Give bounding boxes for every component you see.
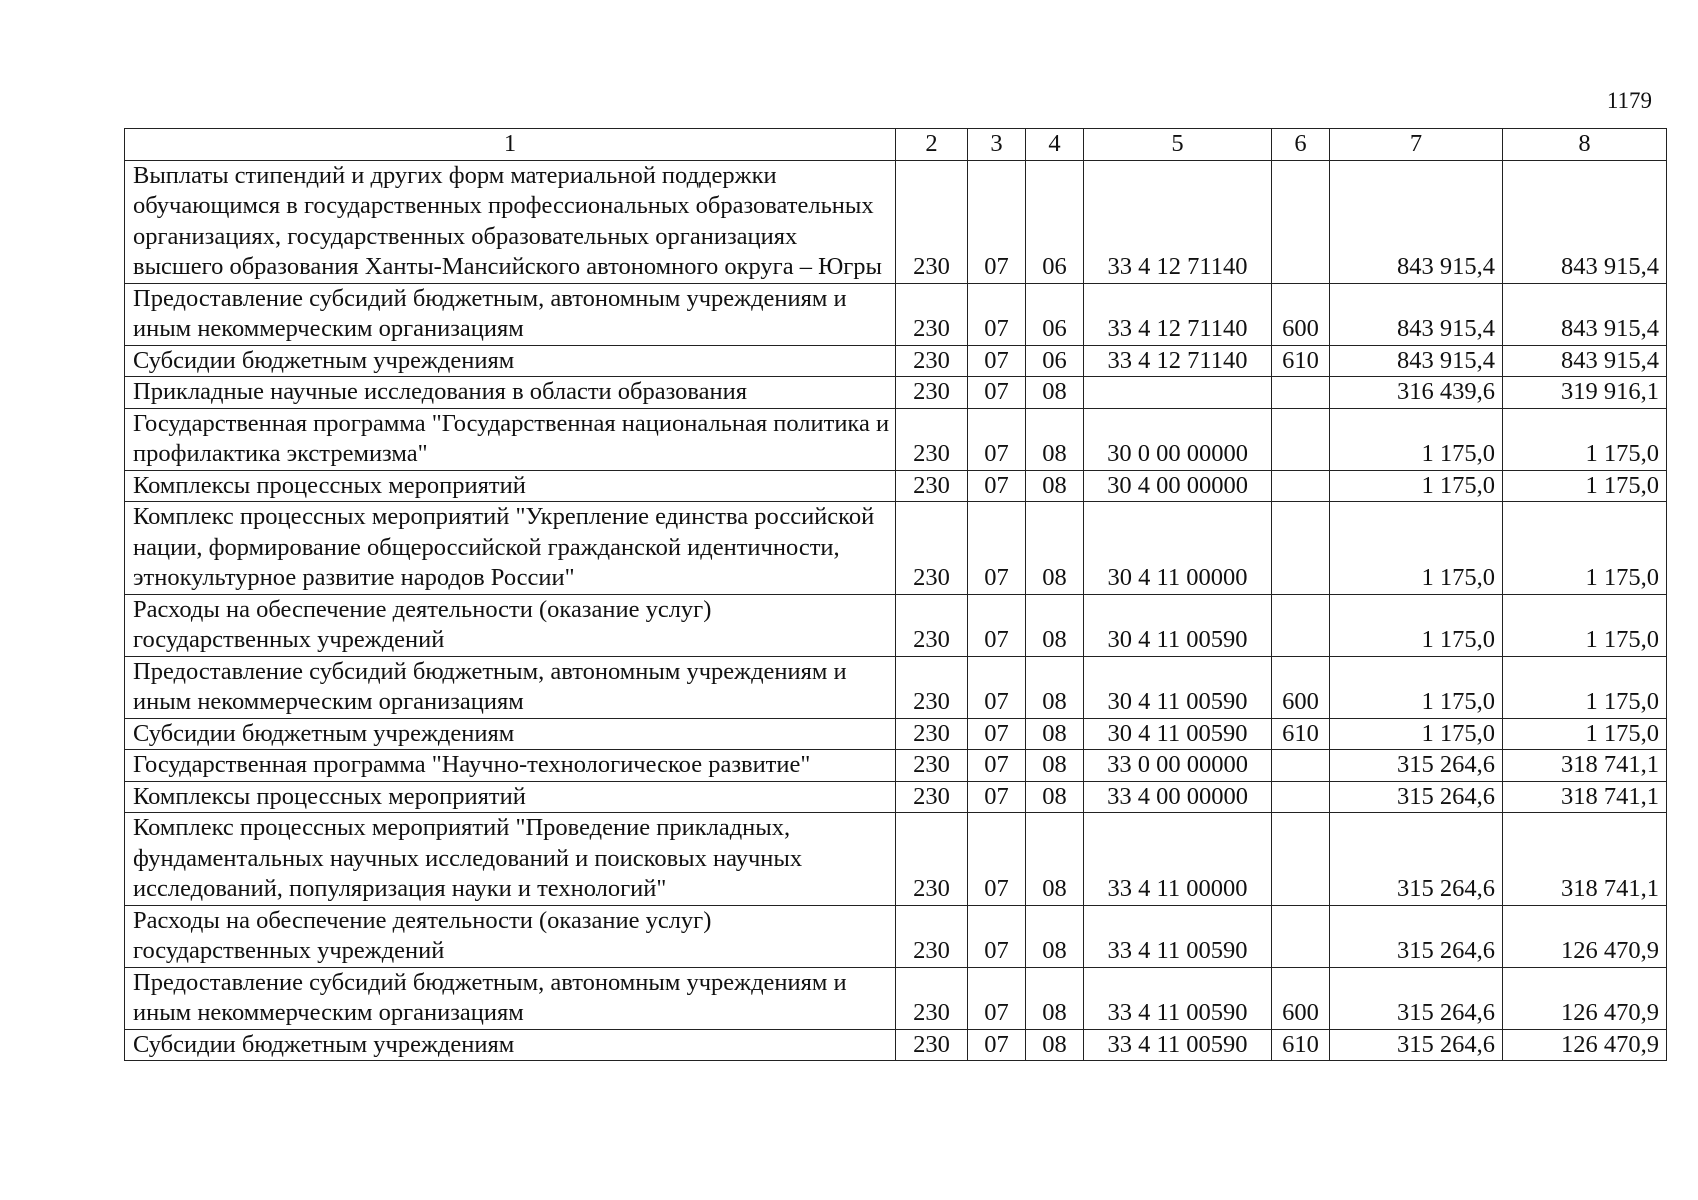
row-amount-1-cell: 316 439,6 (1330, 377, 1503, 409)
row-expense-type-cell: 610 (1272, 718, 1330, 750)
row-expense-type-cell: 600 (1272, 283, 1330, 345)
row-amount-2-cell: 318 741,1 (1503, 813, 1667, 906)
row-amount-2-cell: 126 470,9 (1503, 905, 1667, 967)
row-ministry-code-cell: 230 (896, 408, 968, 470)
row-subsection-code-cell: 08 (1026, 750, 1084, 782)
row-ministry-code-cell: 230 (896, 283, 968, 345)
row-section-code-cell: 07 (968, 656, 1026, 718)
row-name-cell: Комплекс процессных мероприятий "Проведение прикладных, фундаментальных научных исследований и поисковых научных исследований, популяризация науки и технологий" (125, 813, 896, 906)
row-name-cell: Субсидии бюджетным учреждениям (125, 1029, 896, 1061)
row-name-cell: Комплекс процессных мероприятий "Укрепление единства российской нации, формирование общероссийской гражданской идентичности, этнокультурное развитие народов России" (125, 502, 896, 595)
row-ministry-code-cell: 230 (896, 967, 968, 1029)
row-section-code-cell: 07 (968, 502, 1026, 595)
row-target-article-cell: 33 4 12 71140 (1084, 160, 1272, 283)
row-section-code-cell: 07 (968, 160, 1026, 283)
row-amount-2-cell: 1 175,0 (1503, 718, 1667, 750)
row-section-code-cell: 07 (968, 470, 1026, 502)
row-expense-type-cell (1272, 905, 1330, 967)
header-cell: 3 (968, 129, 1026, 161)
header-cell: 6 (1272, 129, 1330, 161)
row-amount-1-cell: 315 264,6 (1330, 750, 1503, 782)
row-subsection-code-cell: 08 (1026, 377, 1084, 409)
row-amount-2-cell: 1 175,0 (1503, 470, 1667, 502)
row-section-code-cell: 07 (968, 345, 1026, 377)
row-subsection-code-cell: 08 (1026, 594, 1084, 656)
row-name-cell: Государственная программа "Научно-технологическое развитие" (125, 750, 896, 782)
row-subsection-code-cell: 08 (1026, 470, 1084, 502)
row-target-article-cell: 33 4 12 71140 (1084, 283, 1272, 345)
row-target-article-cell: 33 4 12 71140 (1084, 345, 1272, 377)
row-subsection-code-cell: 08 (1026, 718, 1084, 750)
row-section-code-cell: 07 (968, 718, 1026, 750)
row-name-cell: Предоставление субсидий бюджетным, автономным учреждениям и иным некоммерческим организациям (125, 283, 896, 345)
row-amount-2-cell: 1 175,0 (1503, 408, 1667, 470)
row-target-article-cell: 33 4 11 00590 (1084, 905, 1272, 967)
row-amount-2-cell: 1 175,0 (1503, 502, 1667, 595)
row-target-article-cell: 30 0 00 00000 (1084, 408, 1272, 470)
header-cell: 1 (125, 129, 896, 161)
row-amount-2-cell: 126 470,9 (1503, 967, 1667, 1029)
row-expense-type-cell (1272, 377, 1330, 409)
table-row (125, 967, 1667, 1029)
header-cell: 7 (1330, 129, 1503, 161)
row-section-code-cell: 07 (968, 283, 1026, 345)
row-ministry-code-cell: 230 (896, 502, 968, 595)
table-row (125, 470, 1667, 502)
table-row (125, 905, 1667, 967)
row-target-article-cell: 30 4 11 00000 (1084, 502, 1272, 595)
row-ministry-code-cell: 230 (896, 1029, 968, 1061)
header-cell: 8 (1503, 129, 1667, 161)
row-name-cell: Выплаты стипендий и других форм материальной поддержки обучающимся в государственных профессиональных образовательных организациях, государственных образовательных организациях высшего образования Ханты-Мансийского автономного округа – Югры (125, 160, 896, 283)
table-row (125, 1029, 1667, 1061)
row-target-article-cell: 30 4 11 00590 (1084, 594, 1272, 656)
row-ministry-code-cell: 230 (896, 656, 968, 718)
row-expense-type-cell: 600 (1272, 656, 1330, 718)
row-name-cell: Субсидии бюджетным учреждениям (125, 345, 896, 377)
row-name-cell: Комплексы процессных мероприятий (125, 781, 896, 813)
table-row (125, 813, 1667, 906)
row-section-code-cell: 07 (968, 408, 1026, 470)
table-row (125, 408, 1667, 470)
row-ministry-code-cell: 230 (896, 750, 968, 782)
row-amount-1-cell: 315 264,6 (1330, 813, 1503, 906)
row-amount-1-cell: 1 175,0 (1330, 594, 1503, 656)
row-expense-type-cell (1272, 750, 1330, 782)
row-amount-1-cell: 1 175,0 (1330, 408, 1503, 470)
row-name-cell: Предоставление субсидий бюджетным, автономным учреждениям и иным некоммерческим организациям (125, 967, 896, 1029)
row-expense-type-cell: 610 (1272, 345, 1330, 377)
row-amount-2-cell: 1 175,0 (1503, 594, 1667, 656)
row-name-cell: Расходы на обеспечение деятельности (оказание услуг) государственных учреждений (125, 594, 896, 656)
row-amount-1-cell: 315 264,6 (1330, 781, 1503, 813)
row-expense-type-cell: 600 (1272, 967, 1330, 1029)
row-subsection-code-cell: 08 (1026, 408, 1084, 470)
row-subsection-code-cell: 06 (1026, 283, 1084, 345)
row-target-article-cell: 33 4 11 00000 (1084, 813, 1272, 906)
row-subsection-code-cell: 08 (1026, 967, 1084, 1029)
table-row (125, 377, 1667, 409)
row-amount-2-cell: 319 916,1 (1503, 377, 1667, 409)
row-amount-2-cell: 843 915,4 (1503, 160, 1667, 283)
row-target-article-cell: 33 4 11 00590 (1084, 1029, 1272, 1061)
row-subsection-code-cell: 08 (1026, 502, 1084, 595)
row-ministry-code-cell: 230 (896, 377, 968, 409)
row-target-article-cell: 30 4 00 00000 (1084, 470, 1272, 502)
row-amount-2-cell: 126 470,9 (1503, 1029, 1667, 1061)
table-row (125, 750, 1667, 782)
row-amount-2-cell: 843 915,4 (1503, 283, 1667, 345)
row-subsection-code-cell: 06 (1026, 345, 1084, 377)
row-expense-type-cell (1272, 470, 1330, 502)
row-subsection-code-cell: 08 (1026, 813, 1084, 906)
row-amount-1-cell: 1 175,0 (1330, 656, 1503, 718)
table-row (125, 594, 1667, 656)
row-name-cell: Комплексы процессных мероприятий (125, 470, 896, 502)
row-ministry-code-cell: 230 (896, 718, 968, 750)
row-target-article-cell: 33 4 00 00000 (1084, 781, 1272, 813)
row-target-article-cell: 33 4 11 00590 (1084, 967, 1272, 1029)
row-ministry-code-cell: 230 (896, 813, 968, 906)
row-expense-type-cell (1272, 160, 1330, 283)
row-ministry-code-cell: 230 (896, 781, 968, 813)
row-amount-2-cell: 318 741,1 (1503, 781, 1667, 813)
row-amount-2-cell: 318 741,1 (1503, 750, 1667, 782)
row-name-cell: Прикладные научные исследования в области образования (125, 377, 896, 409)
page-number: 1179 (1606, 88, 1652, 113)
header-cell: 5 (1084, 129, 1272, 161)
table-row (125, 345, 1667, 377)
row-target-article-cell: 30 4 11 00590 (1084, 656, 1272, 718)
row-section-code-cell: 07 (968, 594, 1026, 656)
row-target-article-cell: 30 4 11 00590 (1084, 718, 1272, 750)
row-section-code-cell: 07 (968, 750, 1026, 782)
row-name-cell: Предоставление субсидий бюджетным, автономным учреждениям и иным некоммерческим организациям (125, 656, 896, 718)
row-amount-1-cell: 315 264,6 (1330, 967, 1503, 1029)
row-amount-1-cell: 1 175,0 (1330, 470, 1503, 502)
row-subsection-code-cell: 06 (1026, 160, 1084, 283)
row-ministry-code-cell: 230 (896, 160, 968, 283)
row-amount-1-cell: 315 264,6 (1330, 905, 1503, 967)
row-expense-type-cell (1272, 594, 1330, 656)
header-cell: 4 (1026, 129, 1084, 161)
row-section-code-cell: 07 (968, 905, 1026, 967)
row-section-code-cell: 07 (968, 1029, 1026, 1061)
row-expense-type-cell (1272, 781, 1330, 813)
row-amount-2-cell: 1 175,0 (1503, 656, 1667, 718)
row-expense-type-cell: 610 (1272, 1029, 1330, 1061)
row-name-cell: Государственная программа "Государственная национальная политика и профилактика экстремизма" (125, 408, 896, 470)
row-ministry-code-cell: 230 (896, 470, 968, 502)
row-amount-1-cell: 1 175,0 (1330, 502, 1503, 595)
table-row (125, 283, 1667, 345)
row-section-code-cell: 07 (968, 967, 1026, 1029)
row-name-cell: Расходы на обеспечение деятельности (оказание услуг) государственных учреждений (125, 905, 896, 967)
row-name-cell: Субсидии бюджетным учреждениям (125, 718, 896, 750)
budget-table (124, 128, 1667, 1061)
row-section-code-cell: 07 (968, 377, 1026, 409)
row-subsection-code-cell: 08 (1026, 781, 1084, 813)
row-expense-type-cell (1272, 813, 1330, 906)
header-row (125, 129, 1667, 161)
row-target-article-cell (1084, 377, 1272, 409)
table-body (125, 160, 1667, 1061)
table-row (125, 718, 1667, 750)
table-row (125, 160, 1667, 283)
row-target-article-cell: 33 0 00 00000 (1084, 750, 1272, 782)
table-row (125, 781, 1667, 813)
row-ministry-code-cell: 230 (896, 345, 968, 377)
row-amount-2-cell: 843 915,4 (1503, 345, 1667, 377)
row-expense-type-cell (1272, 408, 1330, 470)
row-subsection-code-cell: 08 (1026, 905, 1084, 967)
row-subsection-code-cell: 08 (1026, 1029, 1084, 1061)
table-row (125, 502, 1667, 595)
row-amount-1-cell: 1 175,0 (1330, 718, 1503, 750)
table-row (125, 656, 1667, 718)
row-section-code-cell: 07 (968, 813, 1026, 906)
row-ministry-code-cell: 230 (896, 905, 968, 967)
row-section-code-cell: 07 (968, 781, 1026, 813)
row-ministry-code-cell: 230 (896, 594, 968, 656)
header-cell: 2 (896, 129, 968, 161)
row-amount-1-cell: 843 915,4 (1330, 345, 1503, 377)
row-expense-type-cell (1272, 502, 1330, 595)
row-amount-1-cell: 843 915,4 (1330, 283, 1503, 345)
row-subsection-code-cell: 08 (1026, 656, 1084, 718)
row-amount-1-cell: 315 264,6 (1330, 1029, 1503, 1061)
row-amount-1-cell: 843 915,4 (1330, 160, 1503, 283)
